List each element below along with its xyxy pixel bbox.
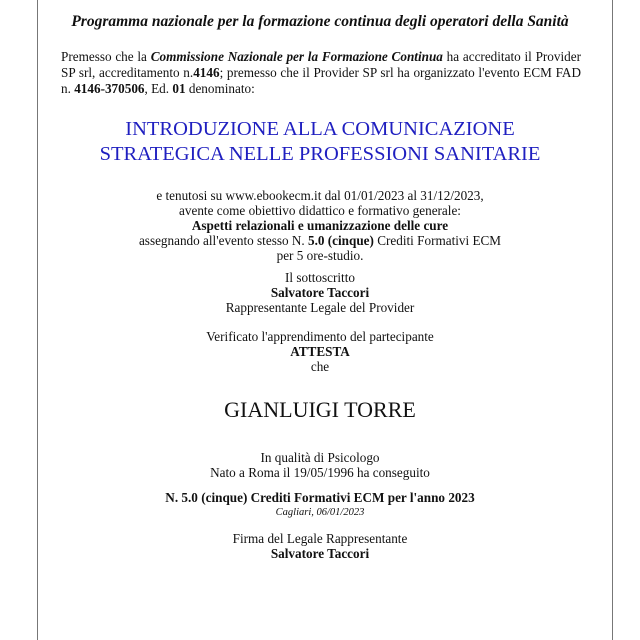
commission-name: Commissione Nazionale per la Formazione Continua xyxy=(150,49,443,64)
verification-text: Verificato l'apprendimento del partecipante xyxy=(206,329,434,344)
credits-post: Crediti Formativi ECM xyxy=(373,233,502,248)
signature-name: Salvatore Taccori xyxy=(270,546,370,561)
credits-amount: 5.0 (cinque) xyxy=(307,233,374,248)
signature-label: Firma del Legale Rappresentante xyxy=(232,531,408,546)
premise-text: Premesso che la xyxy=(61,49,151,64)
participant-qualification: In qualità di Psicologo xyxy=(260,450,380,465)
credits-pre: assegnando all'evento stesso N. xyxy=(138,233,308,248)
program-header: Programma nazionale per la formazione continua degli operatori della Sanità xyxy=(71,13,569,30)
edition-number: 01 xyxy=(172,81,186,96)
che-text: che xyxy=(310,359,330,374)
credits-obtained: N. 5.0 (cinque) Crediti Formativi ECM per l'anno 2023 xyxy=(165,490,475,505)
objective-intro: avente come obiettivo didattico e formativo generale: xyxy=(179,203,461,218)
signatory-name: Salvatore Taccori xyxy=(270,285,370,300)
premise-paragraph xyxy=(61,49,581,97)
event-number: 4146-370506 xyxy=(74,81,145,96)
course-title-line-1: INTRODUZIONE ALLA COMUNICAZIONE xyxy=(125,118,515,140)
study-hours: per 5 ore-studio. xyxy=(276,248,364,263)
participant-name: GIANLUIGI TORRE xyxy=(224,397,416,422)
accreditation-number: 4146 xyxy=(193,65,220,80)
participant-birth: Nato a Roma il 19/05/1996 ha conseguito xyxy=(210,465,430,480)
credits-assigned xyxy=(0,233,640,248)
premise-text: ha accreditato il Provider SP srl, accreditamento n. xyxy=(61,49,581,80)
place-date: Cagliari, 06/01/2023 xyxy=(275,507,365,518)
premise-text: ; premesso che il Provider SP srl ha organizzato l'evento ECM FAD n. xyxy=(61,65,581,96)
course-title-line-2: STRATEGICA NELLE PROFESSIONI SANITARIE xyxy=(99,143,541,165)
event-held-text: e tenutosi su www.ebookecm.it dal 01/01/2023 al 31/12/2023, xyxy=(156,188,484,203)
signatory-intro: Il sottoscritto xyxy=(285,270,355,285)
signatory-role: Rappresentante Legale del Provider xyxy=(225,300,415,315)
objective-text: Aspetti relazionali e umanizzazione delle cure xyxy=(191,218,449,233)
premise-text: denominato: xyxy=(185,81,255,96)
attesta-label: ATTESTA xyxy=(290,344,350,359)
premise-text: , Ed. xyxy=(144,81,173,96)
